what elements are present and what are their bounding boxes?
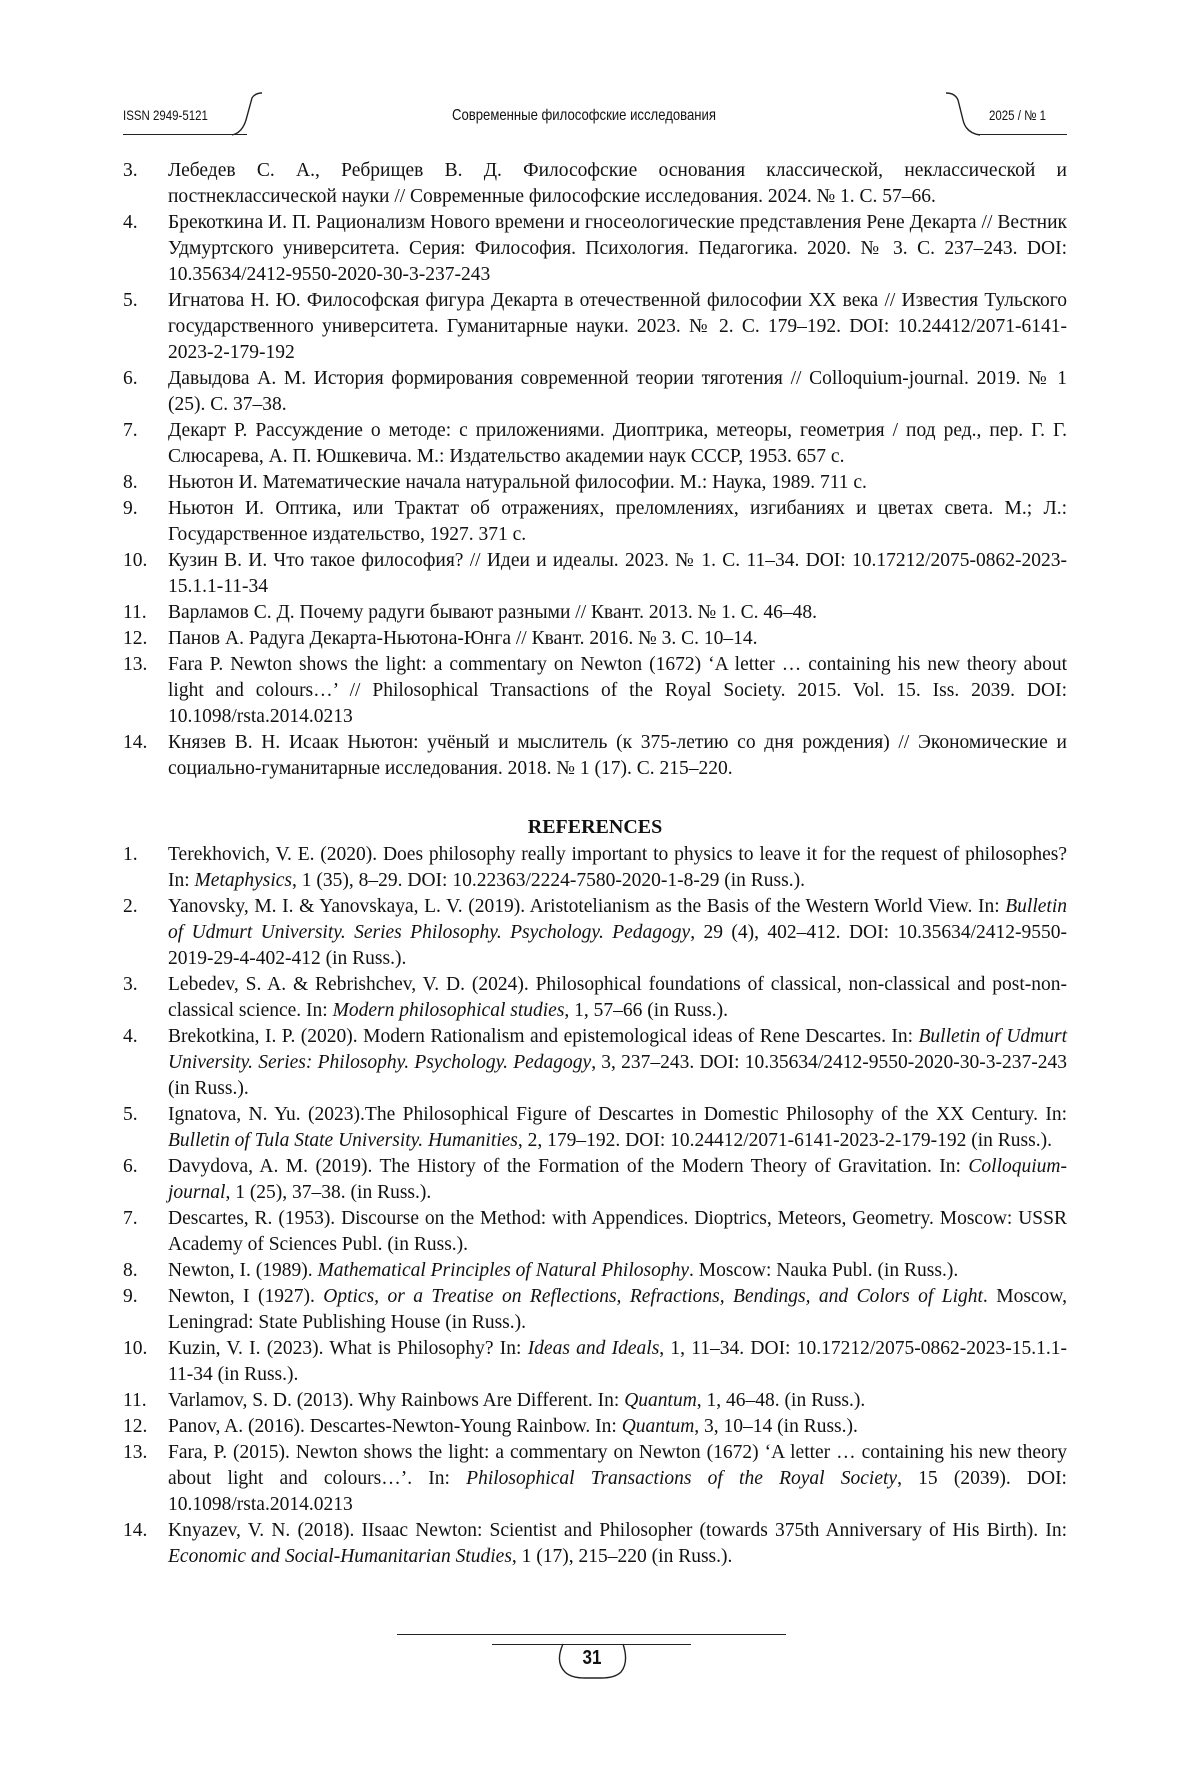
ref-source: Bulletin of Tula State University. Humanities [168,1130,518,1151]
header-curve-left [228,92,264,136]
ref-text: Игнатова Н. Ю. Философская фигура Декарта в отечественной философии XX века // Известия Тульского государственного университета. Гуманитарные науки. 2023. № 2. С. 179–192. DOI: 10.24412/2071-6141-2023-2-179-192 [168,290,1067,363]
ref-text: Лебедев С. А., Ребрищев В. Д. Философские основания классической, неклассической и постнеклассической науки // Современные философские исследования. 2024. № 1. С. 57–66. [168,160,1067,207]
list-item [123,1102,1067,1154]
list-item [123,1518,1067,1570]
list-item [123,1414,1067,1440]
list-item [123,470,1067,496]
ref-text-post: , 1, 57–66 (in Russ.). [564,1000,728,1021]
ref-text-post: , 1, 11–34. DOI: 10.17212/2075-0862-2023-15.1.1-11-34 (in Russ.). [168,1338,1067,1385]
list-item [123,288,1067,366]
ref-text: Князев В. Н. Исаак Ньютон: учёный и мыслитель (к 375-летию со дня рождения) // Экономические и социально-гуманитарные исследования. 2018. № 1 (17). С. 215–220. [168,732,1067,779]
ref-text-pre: Kuzin, V. I. (2023). What is Philosophy? In: [168,1338,528,1359]
ref-text-pre: Varlamov, S. D. (2013). Why Rainbows Are Different. In: [168,1390,624,1411]
ref-number: 10. [123,1336,147,1362]
ref-text-post: , 3, 237–243. DOI: 10.35634/2412-9550-2020-30-3-237-243 (in Russ.). [168,1052,1067,1099]
ref-number: 12. [123,1414,147,1440]
issn-label: ISSN 2949-5121 [123,107,208,123]
list-item [123,730,1067,782]
page-number: 31 [567,1647,618,1670]
ref-number: 8. [123,470,138,496]
journal-title: Современные философские исследования [452,107,716,125]
list-item [123,1336,1067,1388]
ref-number: 7. [123,418,138,444]
ref-number: 13. [123,1440,147,1466]
journal-page [0,0,1200,1783]
ref-text: Кузин В. И. Что такое философия? // Идеи и идеалы. 2023. № 1. С. 11–34. DOI: 10.17212/2075-0862-2023-15.1.1-11-34 [168,550,1067,597]
list-item [123,1388,1067,1414]
list-item [123,418,1067,470]
ref-text-post: , 29 (4), 402–412. DOI: 10.35634/2412-9550-2019-29-4-402-412 (in Russ.). [168,922,1067,969]
ref-number: 9. [123,1284,138,1310]
ref-text-pre: Knyazev, V. N. (2018). IIsaac Newton: Scientist and Philosopher (towards 375th Anniversary of His Birth). In: [168,1520,1067,1541]
ref-source: Philosophical Transactions of the Royal Society [466,1468,897,1489]
ref-text-post: , 1 (17), 215–220 (in Russ.). [512,1546,732,1567]
ref-text-pre: Yanovsky, M. I. & Yanovskaya, L. V. (2019). Aristotelianism as the Basis of the Western World View. In: [168,896,1005,917]
ref-text-pre: Terekhovich, V. E. (2020). Does philosophy really important to physics to leave it for the request of philosophes? In: [168,844,1067,891]
header-rule-right [978,134,1067,135]
ref-number: 5. [123,1102,138,1128]
ref-text: Ньютон И. Математические начала натуральной философии. М.: Наука, 1989. 711 с. [168,472,867,493]
ref-number: 4. [123,1024,138,1050]
ref-text-pre: Descartes, R. (1953). Discourse on the Method: with Appendices. Dioptrics, Meteors, Geometry. Moscow: USSR Academy of Sciences Publ. (in Russ.). [168,1208,1067,1255]
ref-source: Bulletin of Udmurt University. Series Philosophy. Psychology. Pedagogy [168,896,1067,943]
references-heading: REFERENCES [123,814,1067,840]
reference-list-en [123,842,1067,1570]
ref-text-pre: Panov, A. (2016). Descartes-Newton-Young Rainbow. In: [168,1416,622,1437]
ref-text-post: , 15 (2039). DOI: 10.1098/rsta.2014.0213 [168,1468,1067,1515]
ref-text: Давыдова А. М. История формирования современной теории тяготения // Colloquium-journal. 2019. № 1 (25). С. 37–38. [168,368,1067,415]
ref-number: 11. [123,1388,147,1414]
ref-number: 1. [123,842,138,868]
footer-rule-long [397,1634,786,1635]
list-item [123,548,1067,600]
ref-number: 3. [123,158,138,184]
ref-number: 13. [123,652,147,678]
list-item [123,600,1067,626]
list-item [123,626,1067,652]
ref-number: 6. [123,366,138,392]
ref-text-pre: Ignatova, N. Yu. (2023).The Philosophical Figure of Descartes in Domestic Philosophy of the XX Century. In: [168,1104,1067,1125]
ref-text: Панов А. Радуга Декарта-Ньютона-Юнга // Квант. 2016. № 3. С. 10–14. [168,628,758,649]
list-item [123,1440,1067,1518]
ref-source: Bulletin of Udmurt University. Series: Philosophy. Psychology. Pedagogy [168,1026,1067,1073]
ref-number: 3. [123,972,138,998]
ref-number: 8. [123,1258,138,1284]
ref-text-post: . Moscow: Nauka Publ. (in Russ.). [689,1260,958,1281]
ref-text-post: , 2, 179–192. DOI: 10.24412/2071-6141-2023-2-179-192 (in Russ.). [518,1130,1052,1151]
ref-text: Fara P. Newton shows the light: a commentary on Newton (1672) ‘A letter … containing his new theory about light and colours…’ // Philosophical Transactions of the Royal Society. 2015. Vol. 15. Iss. 2039. DOI: 10.1098/rsta.2014.0213 [168,654,1067,727]
ref-text-pre: Fara, P. (2015). Newton shows the light: a commentary on Newton (1672) ‘A letter … containing his new theory about light and colours…’. In: [168,1442,1067,1489]
ref-source: Ideas and Ideals [528,1338,660,1359]
list-item [123,1024,1067,1102]
ref-source: Modern philosophical studies [333,1000,565,1021]
ref-number: 11. [123,600,147,626]
list-item [123,1258,1067,1284]
ref-source: Optics, or a Treatise on Reflections, Refractions, Bendings, and Colors of Light [323,1286,983,1307]
ref-text: Варламов С. Д. Почему радуги бывают разными // Квант. 2013. № 1. С. 46–48. [168,602,817,623]
list-item [123,972,1067,1024]
ref-source: Colloquium-journal [168,1156,1067,1203]
ref-source: Mathematical Principles of Natural Philosophy [317,1260,689,1281]
ref-text-pre: Newton, I. (1989). [168,1260,317,1281]
ref-number: 12. [123,626,147,652]
list-item [123,210,1067,288]
ref-text-post: , 1 (35), 8–29. DOI: 10.22363/2224-7580-2020-1-8-29 (in Russ.). [292,870,805,891]
list-item [123,1154,1067,1206]
ref-text-post: , 1 (25), 37–38. (in Russ.). [225,1182,431,1203]
ref-text-post: , 1, 46–48. (in Russ.). [697,1390,865,1411]
ref-source: Quantum [624,1390,697,1411]
ref-source: Economic and Social-Humanitarian Studies [168,1546,512,1567]
list-item [123,1206,1067,1258]
ref-text: Ньютон И. Оптика, или Трактат об отражениях, преломлениях, изгибаниях и цветах света. М.; Л.: Государственное издательство, 1927. 371 с. [168,498,1067,545]
list-item [123,496,1067,548]
ref-number: 6. [123,1154,138,1180]
ref-number: 10. [123,548,147,574]
ref-text-pre: Davydova, A. M. (2019). The History of the Formation of the Modern Theory of Gravitation. In: [168,1156,968,1177]
list-item [123,1284,1067,1336]
ref-number: 5. [123,288,138,314]
ref-text-pre: Lebedev, S. A. & Rebrishchev, V. D. (2024). Philosophical foundations of classical, non-classical and post-non-classical science. In: [168,974,1067,1021]
ref-text-post: , 3, 10–14 (in Russ.). [694,1416,858,1437]
list-item [123,842,1067,894]
list-item [123,652,1067,730]
ref-text-pre: Brekotkina, I. P. (2020). Modern Rationalism and epistemological ideas of Rene Descartes. In: [168,1026,919,1047]
ref-text: Декарт Р. Рассуждение о методе: с приложениями. Диоптрика, метеоры, геометрия / под ред., пер. Г. Г. Слюсарева, А. П. Юшкевича. М.: Издательство академии наук СССР, 1953. 657 с. [168,420,1067,467]
list-item [123,894,1067,972]
list-item [123,158,1067,210]
ref-number: 7. [123,1206,138,1232]
ref-number: 4. [123,210,138,236]
list-item [123,366,1067,418]
ref-number: 9. [123,496,138,522]
ref-text: Брекоткина И. П. Рационализм Нового времени и гносеологические представления Рене Декарта // Вестник Удмуртского университета. Серия: Философия. Психология. Педагогика. 2020. № 3. С. 237–243. DOI: 10.35634/2412-9550-2020-30-3-237-243 [168,212,1067,285]
ref-text-pre: Newton, I (1927). [168,1286,323,1307]
reference-list-ru [123,158,1067,782]
ref-number: 14. [123,1518,147,1544]
ref-number: 14. [123,730,147,756]
issue-label: 2025 / № 1 [989,107,1046,123]
ref-text-post: . Moscow, Leningrad: State Publishing House (in Russ.). [168,1286,1067,1333]
header-curve-right [944,92,984,136]
ref-source: Quantum [622,1416,695,1437]
ref-number: 2. [123,894,138,920]
ref-source: Metaphysics [195,870,292,891]
